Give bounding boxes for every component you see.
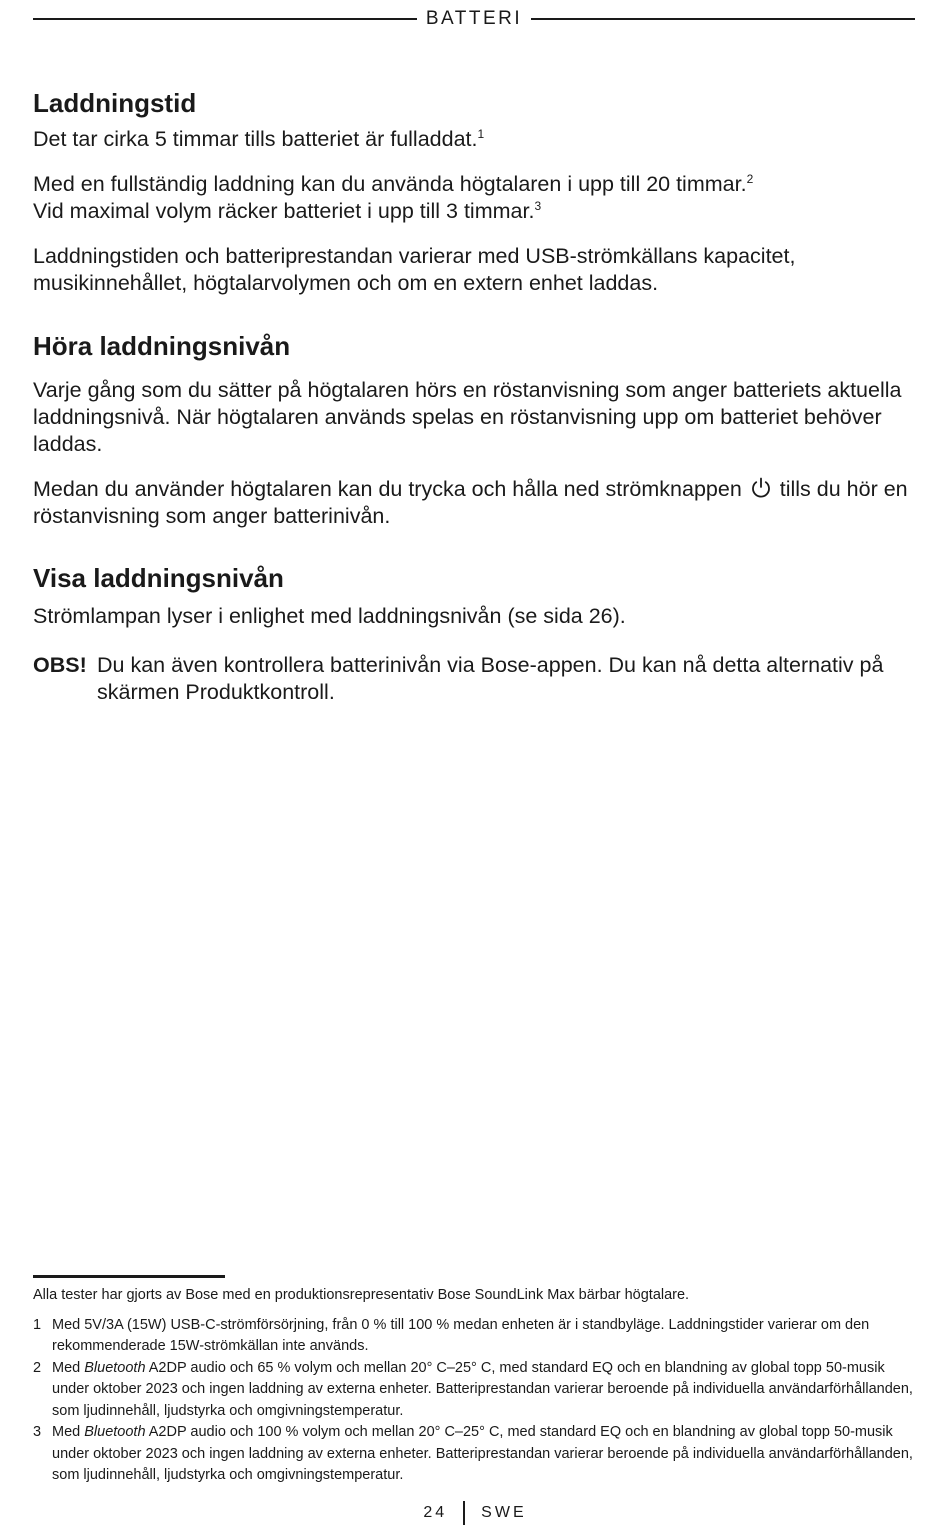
charge-time-text: Det tar cirka 5 timmar tills batteriet är fulladdat. — [33, 127, 478, 151]
page-number: 24 — [423, 1504, 448, 1521]
footnote-item — [33, 1315, 918, 1358]
footnote-text-post: A2DP audio och 65 % volym och mellan 20° C–25° C, med standard EQ och en blandning av global topp 50-musik under oktober 2023 och ingen laddning av externa enheter. Batteriprestandan varierar beroende på individuella användarförhållanden, som ljudinnehåll, ljudstyrka och omgivningstemperatur. — [52, 1359, 913, 1419]
footnote-text: Med 5V/3A (15W) USB-C-strömförsörjning, från 0 % till 100 % medan enheten är i standbyläge. Laddningstider varierar om den rekommenderade 15W-strömkällan inte används. — [52, 1316, 870, 1354]
power-icon — [750, 477, 772, 499]
page-footer — [0, 1500, 950, 1525]
footnote-text — [52, 1358, 918, 1423]
footnotes — [33, 1275, 918, 1487]
runtime-paragraph — [33, 171, 918, 225]
page-header — [33, 6, 915, 32]
footnote-item — [33, 1358, 918, 1423]
footnote-text-italic: Bluetooth — [84, 1424, 146, 1440]
section-title-visa: Visa laddningsnivån — [33, 563, 284, 593]
footnote-text-italic: Bluetooth — [84, 1359, 146, 1376]
footnote-text-post: A2DP audio och 100 % volym och mellan 20° C–25° C, med standard EQ och en blandning av global topp 50-musik under oktober 2023 och ingen laddning av externa enheter. Batteriprestandan varierar beroende på individuella användarförhållanden, som ljudinnehåll, ljudstyrka och omgivningstemperatur. — [52, 1424, 913, 1483]
footnote-text-pre: Med — [52, 1424, 85, 1440]
footnote-ref-2: 2 — [746, 171, 754, 186]
runtime-text: Med en fullständig laddning kan du använda högtalaren i upp till 20 timmar. — [33, 172, 747, 196]
footnote-rule — [33, 1275, 225, 1278]
footnote-number: 2 — [33, 1359, 42, 1376]
language-code: SWE — [481, 1504, 527, 1521]
power-button-text-before: Medan du använder högtalaren kan du trycka och hålla ned strömknappen — [33, 477, 742, 501]
variance-paragraph: Laddningstiden och batteriprestandan varierar med USB-strömkällans kapacitet, musikinnehållet, högtalarvolymen och om en extern enhet laddas. — [33, 244, 796, 295]
max-volume-text: Vid maximal volym räcker batteriet i upp till 3 timmar. — [33, 199, 535, 223]
power-button-text-after: tills du hör en röstanvisning som anger batterinivån. — [33, 477, 908, 528]
voice-prompt-paragraph: Varje gång som du sätter på högtalaren hörs en röstanvisning som anger batteriets aktuella laddningsnivå. När högtalaren används spelas en röstanvisning upp om batteriet behöver laddas. — [33, 378, 902, 456]
footnote-number: 1 — [33, 1316, 42, 1333]
footnote-text — [52, 1422, 918, 1487]
note-label: OBS! — [33, 653, 87, 677]
footnote-ref-3: 3 — [534, 198, 542, 213]
main-content — [33, 86, 918, 706]
header-title: BATTERI — [425, 8, 523, 29]
note-block — [33, 652, 918, 706]
section-title-laddningstid: Laddningstid — [33, 88, 197, 118]
header-rule-right — [531, 18, 915, 20]
footnote-intro: Alla tester har gjorts av Bose med en produktionsrepresentativ Bose SoundLink Max bärbar högtalare. — [33, 1287, 690, 1303]
power-button-paragraph — [33, 476, 918, 530]
footnote-text-pre: Med — [52, 1359, 85, 1376]
footnote-number: 3 — [33, 1424, 42, 1440]
status-light-paragraph: Strömlampan lyser i enlighet med laddningsnivån (se sida 26). — [33, 604, 626, 628]
note-text: Du kan även kontrollera batterinivån via Bose-appen. Du kan nå detta alternativ på skärmen Produktkontroll. — [97, 653, 884, 704]
footnote-ref-1: 1 — [477, 126, 485, 141]
header-rule-left — [33, 18, 417, 20]
footnote-item — [33, 1422, 918, 1487]
section-title-hora: Höra laddningsnivån — [33, 331, 291, 361]
footer-separator — [463, 1501, 465, 1525]
charge-time-paragraph — [33, 126, 918, 153]
